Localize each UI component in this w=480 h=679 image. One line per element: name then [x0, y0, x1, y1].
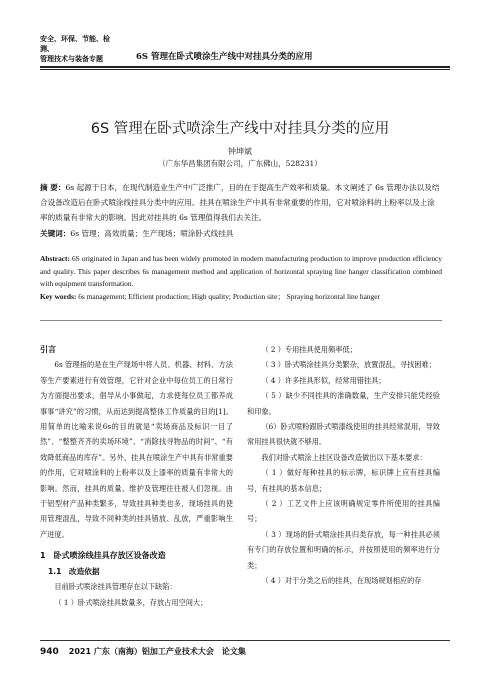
keywords-cn — [40, 226, 442, 241]
section-1-1-heading: 1.1 改造依据 — [48, 566, 100, 576]
defect-item-2: （ 2 ）专用挂具使用频率低； — [261, 345, 357, 354]
requirement-3: （ 3 ）现场的卧式喷涂挂具归类存放，每一种挂具必须有专门的存放位置和明确的标示，并按照使用的频率进行分类； — [247, 529, 440, 570]
abstract-en — [40, 253, 442, 291]
requirement-2: （ 2 ）工艺文件上应该明确规定零件所使用的挂具编号； — [247, 499, 440, 524]
header-paper-title: 6S 管理在卧式喷涂生产线中对挂具分类的应用 — [136, 52, 313, 62]
abstract-cn-text: 6s 起源于日本，在现代制造业生产中广泛推广，目的在于提高生产效率和质量。本文阐述了 6s 管理办法以及结合设备改造后在卧式喷涂线挂具分类中的应用。挂具在喷涂生产中具有非常重要的作用，它对喷涂料的上粉率以及上涂率的质量有非常大的影响。因此对挂具的 6s 管理值得我们去关注。 — [40, 183, 440, 222]
defect-item-3: （ 3 ）卧式喷涂挂具分类繁杂，放置混乱，寻找困难； — [261, 360, 436, 370]
defect-item-1: （ 1 ）卧式喷涂挂具数量多，存放占用空间大； — [54, 597, 208, 607]
keywords-en-text: 6s management; Efficient production; High quality; Production site； Spraying horizontal line hanger — [76, 292, 380, 301]
footer-rule — [40, 640, 450, 641]
keywords-cn-label: 关键词： — [40, 229, 71, 238]
body-column-left — [40, 342, 233, 610]
abstract-en-text: 6S originated in Japan and has been widely promoted in modern manufacturing production to improve production efficiency and quality. This paper describes 6s management method and application of horizontal spraying line hanger classification combined with equipment transformation. — [40, 254, 442, 288]
running-header — [40, 35, 450, 64]
section-1-heading: 1 卧式喷涂线挂具存放区设备改造 — [40, 551, 166, 561]
header-left-line1: 安全、环保、节能、检测、 — [40, 35, 110, 53]
conference-name: 2021 广东（南海）铝加工产业技术大会 论文集 — [68, 647, 246, 656]
header-rule — [40, 66, 450, 68]
keywords-en-label: Key words: — [40, 292, 77, 301]
paper-title: 6S 管理在卧式喷涂生产线中对挂具分类的应用 — [90, 121, 390, 137]
abstract-separator — [40, 320, 442, 321]
abstract-cn-label: 摘 要： — [40, 183, 66, 192]
header-left-line2: 管理技术与装备专题 — [40, 55, 103, 63]
page-footer — [40, 646, 450, 657]
intro-heading: 引言 — [40, 345, 56, 354]
body-column-right — [247, 342, 440, 589]
header-column-label — [40, 34, 122, 64]
author-affiliation: （广东华昌集团有限公司，广东佛山，528231） — [158, 159, 322, 168]
page-number: 940 — [40, 647, 59, 657]
abstract-cn — [40, 180, 442, 225]
section-1-1-text: 目前卧式喷涂挂具管理存在以下缺陷： — [54, 582, 177, 592]
defect-item-6: （6）卧式喷粉跟卧式喷漆线使用的挂具经常混用，导致常用挂具很快就不够用。 — [247, 422, 440, 447]
keywords-cn-text: 6s 管理；高效质量；生产现场；喷涂卧式线挂具 — [70, 229, 234, 238]
header-rule-thin — [40, 69, 450, 70]
defect-item-4: （ 4 ）许多挂具形似，经常用错挂具； — [261, 375, 386, 385]
intro-paragraph: 6s 管理指的是在生产现场中将人员、机器、材料、方法等生产要素进行有效管理，它针对企业中每位员工的日常行为方面提出要求，倡导从小事做起，力求使每位员工都养成事事“讲究”的习惯，从而达到提高整体工作质量的目的[1]。用简单的比喻来说6s的目的就是“卖场商品及标识一目了然”、“整整齐齐的卖场环境”、“消除找寻物品的时间”、“有效降低商品的库存”。另外，挂具在喷涂生产中具有非常重要的作用，它对喷涂料的上粉率以及上漆率的质量有非常大的影响。然而，挂具的质量、维护及管理往往被人们忽视。由于铝型材产品种类繁多，导致挂具种类也多，现场挂具的使用管理混乱，导致不同种类的挂具错放、乱放，严重影响生产进度。 — [40, 360, 233, 539]
abstract-en-label: Abstract: — [40, 254, 70, 263]
author-name: 钟坤斌 — [228, 147, 252, 156]
keywords-en — [40, 291, 442, 302]
requirement-4: （ 4 ）对于分类之后的挂具，在现场规划相应的存 — [261, 576, 422, 586]
requirements-intro: 我们对卧式喷涂上挂区设备改造做出以下基本要求： — [261, 452, 427, 462]
requirement-1: （ 1 ）做好每种挂具的标示牌，标识牌上应有挂具编号，有挂具的基本信息； — [247, 468, 440, 493]
defect-item-5: （ 5 ）缺少不同挂具的准确数量，生产安排只能凭经验和印象。 — [247, 391, 440, 416]
